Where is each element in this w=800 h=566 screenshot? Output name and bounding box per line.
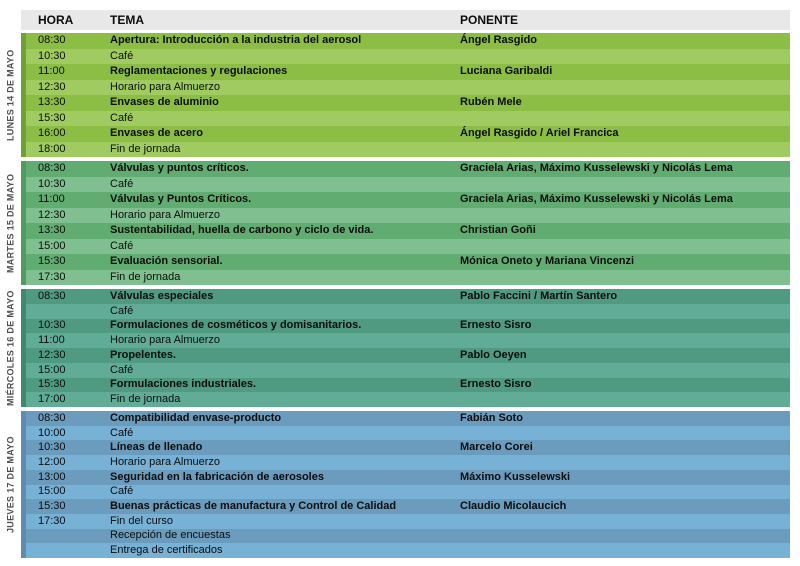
schedule-row	[26, 208, 790, 224]
schedule-table	[5, 10, 790, 562]
topic-cell: Café	[110, 485, 134, 498]
time-cell: 11:00	[38, 65, 65, 78]
schedule-row	[26, 470, 790, 485]
day-section	[5, 411, 790, 558]
topic-cell: Buenas prácticas de manufactura y Control de Calidad	[110, 500, 397, 513]
topic-cell: Apertura: Introducción a la industria del aerosol	[110, 34, 362, 47]
day-label: MIÉRCOLES 16 DE MAYO	[5, 290, 16, 406]
topic-cell: Envases de acero	[110, 127, 203, 140]
topic-cell: Horario para Almuerzo	[110, 334, 221, 347]
schedule-row	[26, 80, 790, 96]
time-cell: 11:00	[38, 193, 65, 206]
speaker-cell: Rubén Mele	[460, 96, 522, 109]
topic-cell: Compatibilidad envase-producto	[110, 411, 282, 424]
time-cell: 13:30	[38, 96, 66, 109]
topic-cell: Café	[110, 177, 134, 190]
speaker-cell: Graciela Arias, Máximo Kusselewski y Nicolás Lema	[460, 193, 733, 206]
schedule-row	[26, 348, 790, 363]
time-cell: 15:30	[38, 255, 66, 268]
header-hora: HORA	[38, 13, 74, 27]
section-rows	[26, 289, 790, 407]
day-label: MARTES 15 DE MAYO	[5, 173, 16, 273]
section-rows	[26, 411, 790, 558]
topic-cell: Evaluación sensorial.	[110, 255, 223, 268]
time-cell: 12:30	[38, 348, 66, 361]
schedule-row	[26, 254, 790, 270]
topic-cell: Sustentabilidad, huella de carbono y ciclo de vida.	[110, 224, 374, 237]
time-cell: 08:30	[38, 289, 66, 302]
schedule-row	[26, 378, 790, 393]
speaker-cell: Pablo Faccini / Martín Santero	[460, 289, 618, 302]
schedule-table-body	[5, 33, 790, 558]
schedule-row	[26, 304, 790, 319]
speaker-cell: Graciela Arias, Máximo Kusselewski y Nicolás Lema	[460, 162, 733, 175]
topic-cell: Café	[110, 363, 134, 376]
speaker-cell: Ángel Rasgido	[460, 34, 538, 47]
topic-cell: Horario para Almuerzo	[110, 80, 221, 93]
time-cell: 17:00	[38, 393, 66, 406]
time-cell: 16:00	[38, 127, 66, 140]
schedule-row	[26, 543, 790, 558]
schedule-row	[26, 455, 790, 470]
topic-cell: Líneas de llenado	[110, 441, 203, 454]
schedule-row	[26, 319, 790, 334]
topic-cell: Propelentes.	[110, 348, 177, 361]
topic-cell: Horario para Almuerzo	[110, 455, 221, 468]
speaker-cell: Ángel Rasgido / Ariel Francica	[460, 127, 619, 140]
time-cell: 12:30	[38, 208, 66, 221]
time-cell: 10:30	[38, 49, 66, 62]
time-cell: 10:00	[38, 426, 66, 439]
schedule-row	[26, 111, 790, 127]
day-label: JUEVES 17 DE MAYO	[5, 436, 16, 533]
time-cell: 15:00	[38, 363, 66, 376]
topic-cell: Fin de jornada	[110, 270, 181, 283]
schedule-row	[26, 411, 790, 426]
section-rows	[26, 33, 790, 157]
time-cell: 08:30	[38, 34, 66, 47]
topic-cell: Válvulas y Puntos Críticos.	[110, 193, 252, 206]
day-section	[5, 161, 790, 285]
day-section	[5, 33, 790, 157]
speaker-cell: Mónica Oneto y Mariana Vincenzi	[460, 255, 635, 268]
column-header-row	[21, 10, 790, 30]
schedule-row	[26, 142, 790, 158]
schedule-row	[26, 49, 790, 65]
topic-cell: Café	[110, 111, 134, 124]
topic-cell: Café	[110, 49, 134, 62]
time-cell: 15:30	[38, 378, 66, 391]
topic-cell: Válvulas y puntos críticos.	[110, 162, 249, 175]
speaker-cell: Máximo Kusselewski	[460, 470, 571, 483]
schedule-row	[26, 499, 790, 514]
speaker-cell: Luciana Garibaldi	[460, 65, 553, 78]
time-cell: 13:00	[38, 470, 66, 483]
time-cell: 12:30	[38, 80, 66, 93]
schedule-row	[26, 64, 790, 80]
time-cell: 18:00	[38, 142, 66, 155]
schedule-row	[26, 392, 790, 407]
time-cell: 15:00	[38, 239, 66, 252]
schedule-row	[26, 239, 790, 255]
topic-cell: Entrega de certificados	[110, 544, 223, 557]
time-cell: 17:30	[38, 514, 66, 527]
schedule-row	[26, 126, 790, 142]
schedule-row	[26, 95, 790, 111]
schedule-row	[26, 426, 790, 441]
speaker-cell: Ernesto Sisro	[460, 319, 532, 332]
day-label: LUNES 14 DE MAYO	[5, 49, 16, 141]
schedule-row	[26, 161, 790, 177]
topic-cell: Fin de jornada	[110, 393, 181, 406]
speaker-cell: Claudio Micolaucich	[460, 500, 567, 513]
topic-cell: Café	[110, 304, 134, 317]
header-ponente: PONENTE	[460, 13, 519, 27]
schedule-row	[26, 485, 790, 500]
schedule-row	[26, 270, 790, 286]
time-cell: 10:30	[38, 441, 66, 454]
schedule-row	[26, 33, 790, 49]
schedule-row	[26, 363, 790, 378]
section-rows	[26, 161, 790, 285]
speaker-cell: Ernesto Sisro	[460, 378, 532, 391]
topic-cell: Formulaciones de cosméticos y domisanitarios.	[110, 319, 362, 332]
time-cell: 15:30	[38, 500, 66, 513]
time-cell: 13:30	[38, 224, 66, 237]
time-cell: 11:00	[38, 334, 65, 347]
topic-cell: Fin del curso	[110, 514, 173, 527]
schedule-row	[26, 440, 790, 455]
schedule-row	[26, 514, 790, 529]
speaker-cell: Christian Goñi	[460, 224, 536, 237]
speaker-cell: Fabián Soto	[460, 411, 523, 424]
schedule-row	[26, 177, 790, 193]
time-cell: 10:30	[38, 177, 66, 190]
topic-cell: Reglamentaciones y regulaciones	[110, 65, 288, 78]
topic-cell: Horario para Almuerzo	[110, 208, 221, 221]
speaker-cell: Marcelo Corei	[460, 441, 533, 454]
header-tema: TEMA	[110, 13, 144, 27]
topic-cell: Café	[110, 239, 134, 252]
schedule-row	[26, 529, 790, 544]
topic-cell: Válvulas especiales	[110, 289, 214, 302]
time-cell: 15:00	[38, 485, 66, 498]
schedule-row	[26, 192, 790, 208]
time-cell: 17:30	[38, 270, 66, 283]
time-cell: 08:30	[38, 162, 66, 175]
topic-cell: Formulaciones industriales.	[110, 378, 257, 391]
topic-cell: Fin de jornada	[110, 142, 181, 155]
topic-cell: Café	[110, 426, 134, 439]
topic-cell: Envases de aluminio	[110, 96, 219, 109]
schedule-row	[26, 223, 790, 239]
schedule-row	[26, 333, 790, 348]
time-cell: 08:30	[38, 411, 66, 424]
day-section	[5, 289, 790, 407]
topic-cell: Seguridad en la fabricación de aerosoles	[110, 470, 324, 483]
time-cell: 12:00	[38, 455, 66, 468]
time-cell: 15:30	[38, 111, 66, 124]
speaker-cell: Pablo Oeyen	[460, 348, 527, 361]
time-cell: 10:30	[38, 319, 66, 332]
schedule-row	[26, 289, 790, 304]
topic-cell: Recepción de encuestas	[110, 529, 231, 542]
